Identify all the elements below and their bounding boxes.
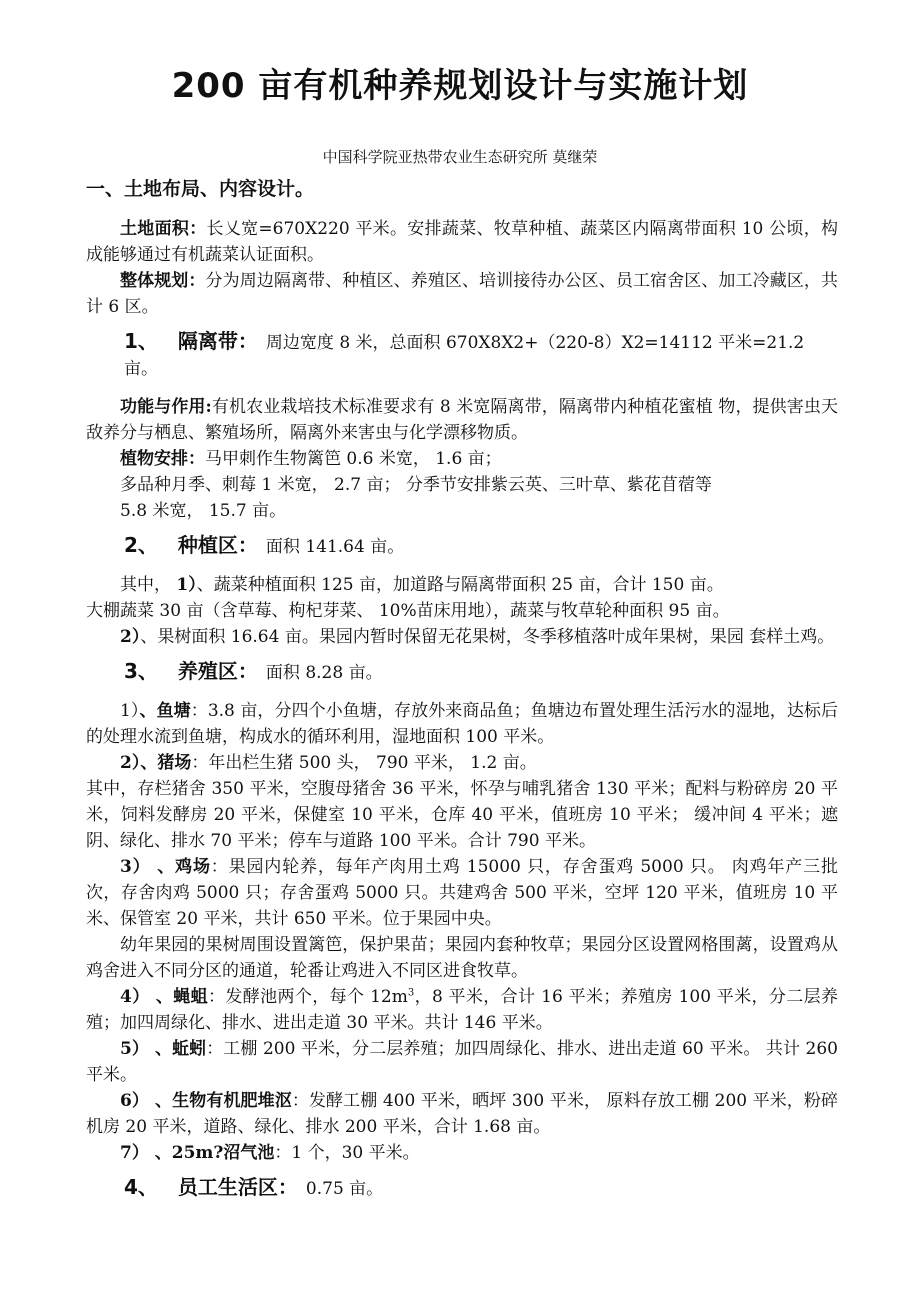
item-number: 2） <box>120 753 141 773</box>
item-number: 4） <box>120 987 150 1007</box>
function-paragraph <box>86 394 838 446</box>
subsection-title: 员工生活区： <box>177 1175 298 1199</box>
item-label: 、鸡场 <box>150 857 211 877</box>
biogas-paragraph <box>86 1140 838 1166</box>
item-number: 5） <box>120 1039 149 1059</box>
chicken-farm-detail: 幼年果园的果树周围设置篱笆，保护果苗；果园内套种牧草；果园分区设置网格围蓠，设置鸡从鸡舍进入不同分区的通道，轮番让鸡进入不同区进食牧草。 <box>86 935 838 981</box>
document-body <box>86 176 838 1214</box>
pig-farm-paragraph <box>86 750 838 776</box>
section-heading: 一、土地布局、内容设计。 <box>86 178 315 200</box>
function-text: 有机农业栽培技术标准要求有 8 米宽隔离带，隔离带内种植花蜜植 物，提供害虫天敌养分与栖息、繁殖场所，隔离外来害虫与化学漂移物质。 <box>86 397 838 443</box>
subsection-summary: 面积 141.64 亩。 <box>265 537 405 557</box>
item-label: 、蝇蛆 <box>149 987 208 1007</box>
plant-line-3: 5.8 米宽， 15.7 亩。 <box>120 501 287 521</box>
item-label: 、猪场 <box>140 753 192 773</box>
item-text: ：年出栏生猪 500 头， 790 平米， 1.2 亩。 <box>191 753 537 773</box>
subsection-number: 2、 <box>124 533 158 557</box>
item-text: ：1 个，30 平米。 <box>274 1143 420 1163</box>
item-text-b: ，8 平米，合计 16 平米；养殖房 100 平米，分二层养殖；加四周绿化、排水、进出走道 30 平米。共计 146 平米。 <box>86 987 839 1033</box>
vegetable-paragraph <box>86 572 838 598</box>
subsection-number: 1、 <box>124 329 158 353</box>
subsection-summary: 周边宽度 8 米，总面积 670X8X2+（220-8）X2=14112 平米=21.2 亩。 <box>124 333 805 379</box>
item-label: 、蚯蚓 <box>149 1039 207 1059</box>
fish-pond-paragraph <box>86 698 838 750</box>
orchard-text: 、果树面积 16.64 亩。果园内暂时保留无花果树，冬季移植落叶成年果树，果园 套样土鸡。 <box>140 627 835 647</box>
item-text: ：工棚 200 平米，分二层养殖；加四周绿化、排水、进出走道 60 平米。 共计 260 平米。 <box>86 1039 838 1085</box>
item-label: 、25m?沼气池 <box>148 1143 275 1163</box>
item-number: 6） <box>120 1091 150 1111</box>
overall-plan-paragraph <box>86 268 838 320</box>
maggot-paragraph <box>86 984 838 1036</box>
item-number: 1） <box>120 701 140 721</box>
document-title: 200 亩有机种养规划设计与实施计划 <box>171 66 749 106</box>
chicken-farm-paragraph <box>86 854 838 932</box>
plant-line-2: 多品种月季、刺莓 1 米宽， 2.7 亩； 分季节安排紫云英、三叶草、紫花苜蓿等 <box>120 475 712 495</box>
overall-plan-label: 整体规划： <box>120 271 206 291</box>
subsection-summary: 0.75 亩。 <box>305 1179 384 1199</box>
item-text-a: ：发酵池两个，每个 12m <box>207 987 408 1007</box>
subsection-planting-area <box>124 532 838 560</box>
subsection-isolation-belt <box>124 328 838 382</box>
subsection-title: 隔离带： <box>177 329 258 353</box>
item-text: ：3.8 亩，分四个小鱼塘，存放外来商品鱼；鱼塘边布置处理生活污水的湿地，达标后的处理水流到鱼塘，构成水的循环利用，湿地面积 100 平米。 <box>86 701 838 747</box>
earthworm-paragraph <box>86 1036 838 1088</box>
land-area-paragraph <box>86 216 838 268</box>
item-text: ：发酵工棚 400 平米，晒坪 300 平米， 原料存放工棚 200 平米，粉碎机房 20 平米，道路、绿化、排水 200 平米，合计 1.68 亩。 <box>86 1091 838 1137</box>
item-label: 、生物有机肥堆沤 <box>149 1091 292 1111</box>
orchard-paragraph <box>86 624 838 650</box>
vegetable-item-number: 1） <box>176 575 197 595</box>
item-label: 、鱼塘 <box>139 701 191 721</box>
overall-plan-text: 分为周边隔离带、种植区、养殖区、培训接待办公区、员工宿舍区、加工冷藏区，共计 6 区。 <box>86 271 839 317</box>
compost-paragraph <box>86 1088 838 1140</box>
vegetable-lead: 其中， <box>120 575 171 595</box>
item-number: 7） <box>120 1143 149 1163</box>
orchard-item-number: 2） <box>120 627 141 647</box>
subsection-title: 种植区： <box>177 533 258 557</box>
land-area-text: 长乂宽=670X220 平米。安排蔬菜、牧草种植、蔬菜区内隔离带面积 10 公顷，构成能够通过有机蔬菜认证面积。 <box>86 219 838 265</box>
plant-text: 马甲刺作生物篱笆 0.6 米宽， 1.6 亩； <box>205 449 502 469</box>
superscript: 3 <box>407 987 415 999</box>
plant-paragraph <box>86 446 838 472</box>
item-number: 3） <box>120 857 151 877</box>
subsection-staff-living-area <box>124 1174 838 1202</box>
author-line: 中国科学院亚热带农业生态研究所 莫继荣 <box>322 148 598 166</box>
subsection-summary: 面积 8.28 亩。 <box>265 663 383 683</box>
land-area-label: 土地面积： <box>120 219 207 239</box>
item-text: ：果园内轮养，每年产肉用土鸡 15000 只，存舍蛋鸡 5000 只。 肉鸡年产三批次，存舍肉鸡 5000 只；存舍蛋鸡 5000 只。共建鸡舍 500 平米，空坪 120 平米，值班房 10 平米、保管室 20 平米，共计 650 平米。位于果园中央。 <box>86 857 838 929</box>
subsection-number: 4、 <box>124 1175 158 1199</box>
subsection-number: 3、 <box>124 659 158 683</box>
function-label: 功能与作用: <box>120 397 212 417</box>
subsection-title: 养殖区： <box>177 659 258 683</box>
plant-label: 植物安排： <box>120 449 205 469</box>
greenhouse-paragraph: 大棚蔬菜 30 亩（含草莓、枸杞芽菜、 10%苗床用地），蔬菜与牧草轮种面积 95 亩。 <box>86 601 730 621</box>
subsection-breeding-area <box>124 658 838 686</box>
pig-farm-detail: 其中，存栏猪舍 350 平米，空腹母猪舍 36 平米，怀孕与哺乳猪舍 130 平米；配料与粉碎房 20 平米，饲料发酵房 20 平米，保健室 10 平米，仓库 40 平米，值班房 10 平米； 缓冲间 4 平米；遮阴、绿化、排水 70 平米；停车与道路 100 平米。合计 790 平米。 <box>86 779 838 851</box>
vegetable-text: 、蔬菜种植面积 125 亩，加道路与隔离带面积 25 亩，合计 150 亩。 <box>196 575 724 595</box>
